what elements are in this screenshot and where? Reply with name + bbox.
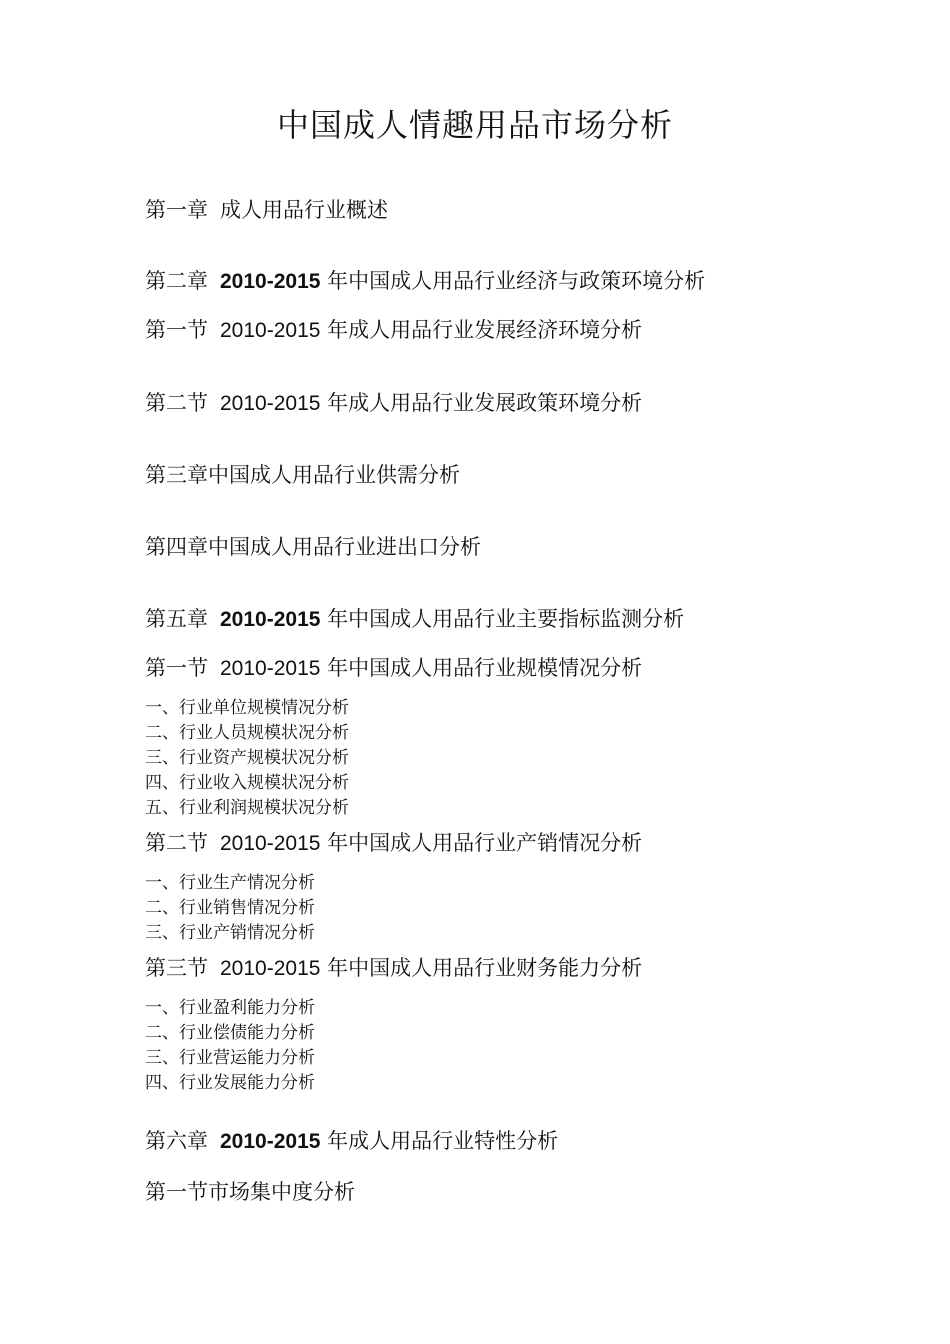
list-item: 一、行业生产情况分析	[145, 873, 315, 893]
chapter-1-prefix: 第一章	[145, 198, 208, 222]
chapter-3-heading: 第三章中国成人用品行业供需分析	[145, 463, 460, 487]
list-item: 四、行业发展能力分析	[145, 1073, 315, 1093]
list-item: 二、行业人员规模状况分析	[145, 723, 349, 743]
ch5-section-2-prefix: 第二节	[145, 831, 208, 855]
chapter-2-heading	[145, 267, 705, 296]
chapter-6-prefix: 第六章	[145, 1129, 208, 1153]
ch5-section-3-prefix: 第三节	[145, 956, 208, 980]
ch5-section-1-heading	[145, 654, 642, 683]
ch5-section-1-prefix: 第一节	[145, 656, 208, 680]
ch2-section-2-year: 2010-2015	[220, 392, 321, 415]
chapter-6-title: 年成人用品行业特性分析	[327, 1129, 559, 1153]
list-item: 一、行业单位规模情况分析	[145, 698, 349, 718]
chapter-2-year: 2010-2015	[220, 270, 321, 293]
ch2-section-2-title: 年成人用品行业发展政策环境分析	[327, 391, 643, 415]
ch5-section-3-title: 年中国成人用品行业财务能力分析	[327, 956, 643, 980]
ch6-section-1-heading: 第一节市场集中度分析	[145, 1180, 355, 1204]
ch2-section-2-heading	[145, 389, 642, 418]
ch2-section-1-heading	[145, 316, 642, 345]
chapter-1-title: 成人用品行业概述	[220, 198, 388, 222]
chapter-5-year: 2010-2015	[220, 608, 321, 631]
ch5-section-2-year: 2010-2015	[220, 832, 321, 855]
list-item: 五、行业利润规模状况分析	[145, 798, 349, 818]
ch2-section-2-prefix: 第二节	[145, 391, 208, 415]
chapter-6-heading	[145, 1127, 558, 1156]
ch2-section-1-title: 年成人用品行业发展经济环境分析	[327, 318, 643, 342]
ch5-section-1-year: 2010-2015	[220, 657, 321, 680]
list-item: 一、行业盈利能力分析	[145, 998, 315, 1018]
chapter-2-prefix: 第二章	[145, 269, 208, 293]
ch5-section-3-heading	[145, 954, 642, 983]
chapter-6-year: 2010-2015	[220, 1130, 321, 1153]
ch2-section-1-prefix: 第一节	[145, 318, 208, 342]
page-title: 中国成人情趣用品市场分析	[276, 106, 673, 144]
chapter-1-heading	[145, 196, 388, 224]
list-item: 二、行业偿债能力分析	[145, 1023, 315, 1043]
ch5-section-2-heading	[145, 829, 642, 858]
list-item: 四、行业收入规模状况分析	[145, 773, 349, 793]
list-item: 三、行业营运能力分析	[145, 1048, 315, 1068]
chapter-5-title: 年中国成人用品行业主要指标监测分析	[327, 607, 685, 631]
list-item: 三、行业产销情况分析	[145, 923, 315, 943]
ch5-section-1-title: 年中国成人用品行业规模情况分析	[327, 656, 643, 680]
ch2-section-1-year: 2010-2015	[220, 319, 321, 342]
chapter-5-heading	[145, 605, 684, 634]
chapter-5-prefix: 第五章	[145, 607, 208, 631]
ch5-section-3-year: 2010-2015	[220, 957, 321, 980]
list-item: 二、行业销售情况分析	[145, 898, 315, 918]
chapter-4-heading: 第四章中国成人用品行业进出口分析	[145, 535, 481, 559]
list-item: 三、行业资产规模状况分析	[145, 748, 349, 768]
chapter-2-title: 年中国成人用品行业经济与政策环境分析	[327, 269, 706, 293]
ch5-section-2-title: 年中国成人用品行业产销情况分析	[327, 831, 643, 855]
